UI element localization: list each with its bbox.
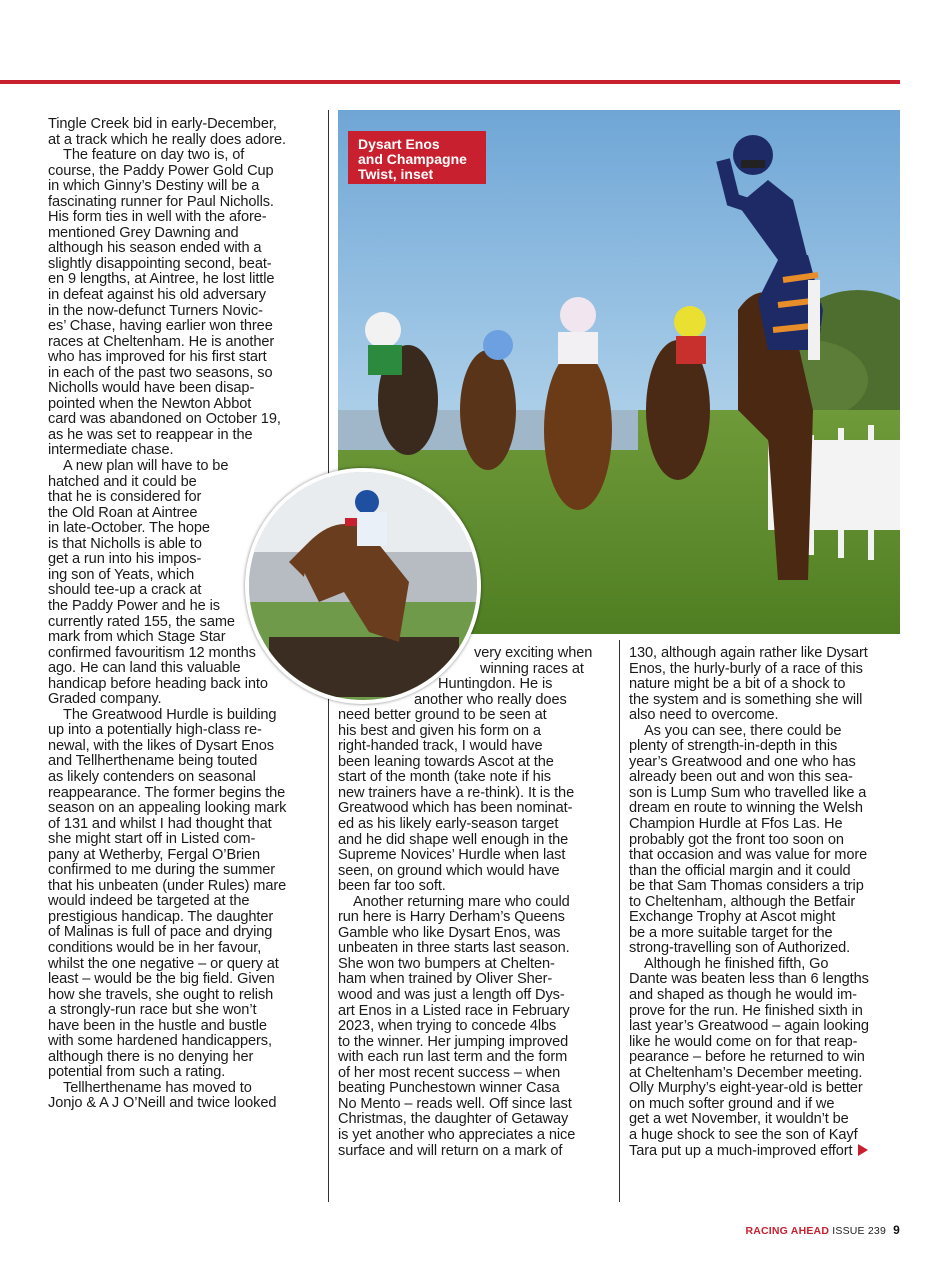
text-line: at a track which he really does adore.: [48, 131, 286, 148]
text-line: Tellherthename has moved to: [63, 1079, 252, 1096]
paragraph: [48, 148, 320, 459]
text-line: Enos, the hurly-burly of a race of this: [629, 660, 863, 677]
text-line: last year’s Greatwood – again looking: [629, 1018, 869, 1035]
text-line: Another returning mare who could: [353, 893, 570, 910]
text-line: who has improved for his first start: [48, 349, 267, 366]
text-line: conditions would be in her favour,: [48, 939, 262, 956]
text-line: probably got the front too soon on: [629, 831, 844, 848]
text-line: Greatwood which has been nominat-: [338, 800, 573, 817]
text-line: least – would be the big field. Given: [48, 971, 275, 988]
text-line: ago. He can land this valuable: [48, 660, 241, 677]
text-line: ed as his likely early-season target: [338, 816, 559, 833]
text-line: Graded company.: [48, 691, 162, 708]
text-line: of 131 and whilst I had thought that: [48, 815, 272, 832]
text-line: son is Lump Sum who travelled like a: [629, 784, 867, 801]
text-line: be a more suitable target for the: [629, 924, 833, 941]
text-line: The feature on day two is, of: [63, 147, 245, 164]
text-line: as he was set to reappear in the: [48, 426, 253, 443]
text-line: of her most recent success – when: [338, 1064, 561, 1081]
text-line: mark from which Stage Star: [48, 629, 226, 646]
text-line: Gamble who like Dysart Enos, was: [338, 924, 561, 941]
text-line: Exchange Trophy at Ascot might: [629, 909, 836, 926]
text-line: and he did shape well enough in the: [338, 831, 569, 848]
text-line: card was abandoned on October 19,: [48, 411, 281, 428]
text-line: the Old Roan at Aintree: [48, 504, 198, 521]
text-line: Nicholls would have been disap-: [48, 380, 255, 397]
caption-line: Dysart Enos: [358, 136, 440, 152]
text-line: winning races at: [480, 660, 584, 677]
text-line: in defeat against his old adversary: [48, 287, 266, 304]
text-line: been far too soft.: [338, 878, 446, 895]
text-line: pearance – before he returned to win: [629, 1049, 865, 1066]
text-line: strong-travelling son of Authorized.: [629, 940, 851, 957]
text-line: in the now-defunct Turners Novic-: [48, 302, 263, 319]
text-line: on much softer ground and if we: [629, 1095, 835, 1112]
text-line: surface and will return on a mark of: [338, 1142, 563, 1159]
paragraph: [48, 1081, 320, 1112]
text-line: as likely contenders on seasonal: [48, 768, 256, 785]
text-line: a huge shock to see the son of Kayf: [629, 1126, 858, 1143]
text-line: nature might be a bit of a shock to: [629, 676, 846, 693]
text-line: 2023, when trying to concede 4lbs: [338, 1018, 557, 1035]
text-line: dream en route to winning the Welsh: [629, 800, 863, 817]
page-number: 9: [893, 1223, 900, 1237]
text-line: that occasion and was value for more: [629, 847, 868, 864]
text-line: that his unbeaten (under Rules) mare: [48, 877, 287, 894]
text-line: although there is no denying her: [48, 1048, 254, 1065]
text-line: art Enos in a Listed race in February: [338, 1002, 570, 1019]
text-line: plenty of strength-in-depth in this: [629, 738, 838, 755]
text-line: at Cheltenham’s December meeting.: [629, 1064, 863, 1081]
paragraph: [629, 957, 899, 1159]
text-line: and Tellherthename being touted: [48, 753, 258, 770]
text-line: in each of the past two seasons, so: [48, 364, 273, 381]
text-line: The Greatwood Hurdle is building: [63, 706, 277, 723]
text-line: beating Punchestown winner Casa: [338, 1080, 560, 1097]
text-line: his best and given his form on a: [338, 722, 541, 739]
text-line: pany at Wetherby, Fergal O’Brien: [48, 846, 261, 863]
text-line: get a run into his impos-: [48, 551, 202, 568]
text-line: start of the month (take note if his: [338, 769, 551, 786]
text-line: get a wet November, it wouldn’t be: [629, 1111, 849, 1128]
text-line: His form ties in well with the afore-: [48, 209, 267, 226]
text-line: seen, on ground which would have: [338, 862, 560, 879]
text-line: currently rated 155, the same: [48, 613, 235, 630]
caption-line: Twist, inset: [358, 166, 434, 182]
text-line: handicap before heading back into: [48, 675, 268, 692]
paragraph: [629, 724, 899, 957]
text-line: newal, with the likes of Dysart Enos: [48, 737, 274, 754]
text-line: slightly disappointing second, beat-: [48, 255, 272, 272]
text-line: course, the Paddy Power Gold Cup: [48, 162, 274, 179]
text-line: prestigious handicap. The daughter: [48, 908, 274, 925]
text-line: another who really does: [414, 691, 567, 708]
text-line: confirmed favouritism 12 months: [48, 644, 256, 661]
text-line: potential from such a rating.: [48, 1064, 226, 1081]
text-line: to Cheltenham, although the Betfair: [629, 893, 856, 910]
text-line: very exciting when: [474, 645, 593, 661]
text-line: need better ground to be seen at: [338, 707, 547, 724]
text-line: she might start off in Listed com-: [48, 831, 256, 848]
text-line: should tee-up a crack at: [48, 582, 202, 599]
text-line: en 9 lengths, at Aintree, he lost little: [48, 271, 275, 288]
text-line: is that Nicholls is able to: [48, 535, 202, 552]
text-line: with some hardened handicappers,: [48, 1033, 272, 1050]
text-line: like he would come on for that reap-: [629, 1033, 858, 1050]
text-line: already been out and won this sea-: [629, 769, 853, 786]
text-line: of Malinas is full of pace and drying: [48, 924, 273, 941]
article-column-3: [629, 646, 899, 1159]
text-line: reappearance. The former begins the: [48, 784, 286, 801]
text-line: She won two bumpers at Chelten-: [338, 955, 555, 972]
paragraph: [48, 117, 320, 148]
text-line: run here is Harry Derham’s Queens: [338, 909, 565, 926]
text-line: would indeed be targeted at the: [48, 893, 250, 910]
top-red-rule: [0, 80, 900, 84]
text-line: es’ Chase, having earlier won three: [48, 318, 273, 335]
page-footer: [745, 1223, 900, 1237]
text-line: ham when trained by Oliver Sher-: [338, 971, 553, 988]
text-line: that he is considered for: [48, 489, 202, 506]
text-line: [614, 1144, 899, 1160]
text-line: races at Cheltenham. He is another: [48, 333, 275, 350]
text-line: season on an appealing looking mark: [48, 800, 287, 817]
text-line: Although he finished fifth, Go: [644, 955, 829, 972]
text-line: with each run last term and the form: [338, 1049, 568, 1066]
text-line: the Paddy Power and he is: [48, 597, 220, 614]
publication-name: RACING AHEAD: [745, 1225, 830, 1237]
text-line: mentioned Grey Dawning and: [48, 224, 239, 241]
text-line: pointed when the Newton Abbot: [48, 395, 252, 412]
text-line: the system and is something she will: [629, 691, 863, 708]
text-line: how she travels, she ought to relish: [48, 986, 274, 1003]
text-line: been leaning towards Ascot at the: [338, 753, 554, 770]
text-line: confirmed to me during the summer: [48, 862, 276, 879]
text-line: Jonjo & A J O’Neill and twice looked: [48, 1095, 277, 1112]
text-line: in late-October. The hope: [48, 520, 210, 537]
text-line: year’s Greatwood and one who has: [629, 753, 856, 770]
text-line: new trainers have a re-think). It is the: [338, 784, 575, 801]
text-line: prove for the run. He finished sixth in: [629, 1002, 863, 1019]
paragraph: [338, 646, 606, 895]
text-line: No Mento – reads well. Off since last: [338, 1095, 572, 1112]
issue-number: ISSUE 239: [832, 1225, 886, 1237]
text-line: Christmas, the daughter of Getaway: [338, 1111, 569, 1128]
text-line: right-handed track, I would have: [338, 738, 543, 755]
text-line: fascinating runner for Paul Nicholls.: [48, 193, 274, 210]
text-line: Champion Hurdle at Ffos Las. He: [629, 816, 843, 833]
text-line: although his season ended with a: [48, 240, 262, 257]
paragraph: [48, 708, 320, 1081]
text-line: than the official margin and it could: [629, 862, 851, 879]
text-line: 130, although again rather like Dysart: [629, 645, 868, 661]
text-line: wood and was just a length off Dys-: [338, 987, 565, 1004]
text-line: is yet another who appreciates a nice: [338, 1126, 576, 1143]
text-line: whilst the one negative – or query at: [48, 955, 279, 972]
text-line: and shaped as though he would im-: [629, 987, 857, 1004]
text-line: to the winner. Her jumping improved: [338, 1033, 569, 1050]
text-line: hatched and it could be: [48, 473, 197, 490]
text-line: unbeaten in three starts last season.: [338, 940, 570, 957]
text-line: A new plan will have to be: [63, 458, 229, 475]
text-line: a strongly-run race but she won’t: [48, 1002, 257, 1019]
text-line: intermediate chase.: [48, 442, 174, 459]
continue-arrow-icon: [858, 1144, 868, 1156]
text-line: also need to overcome.: [629, 707, 779, 724]
text-line: have been in the hustle and bustle: [48, 1017, 267, 1034]
text-line: Dante was beaten less than 6 lengths: [629, 971, 869, 988]
text-line: Supreme Novices’ Hurdle when last: [338, 847, 566, 864]
article-column-2: [338, 646, 606, 1159]
text-line: As you can see, there could be: [644, 722, 842, 739]
text-line: up into a potentially high-class re-: [48, 722, 262, 739]
text-line: Olly Murphy’s eight-year-old is better: [629, 1080, 863, 1097]
text-line: Tingle Creek bid in early-December,: [48, 116, 277, 132]
text-line: Huntingdon. He is: [438, 676, 553, 693]
text-line: in which Ginny’s Destiny will be a: [48, 178, 260, 195]
photo-caption: [348, 131, 486, 184]
paragraph: [629, 646, 899, 724]
text-line: ing son of Yeats, which: [48, 566, 195, 583]
text-line: be that Sam Thomas considers a trip: [629, 878, 864, 895]
paragraph: [338, 895, 606, 1159]
caption-line: and Champagne: [358, 151, 467, 167]
text-line-last: Tara put up a much-improved effort: [629, 1142, 853, 1159]
